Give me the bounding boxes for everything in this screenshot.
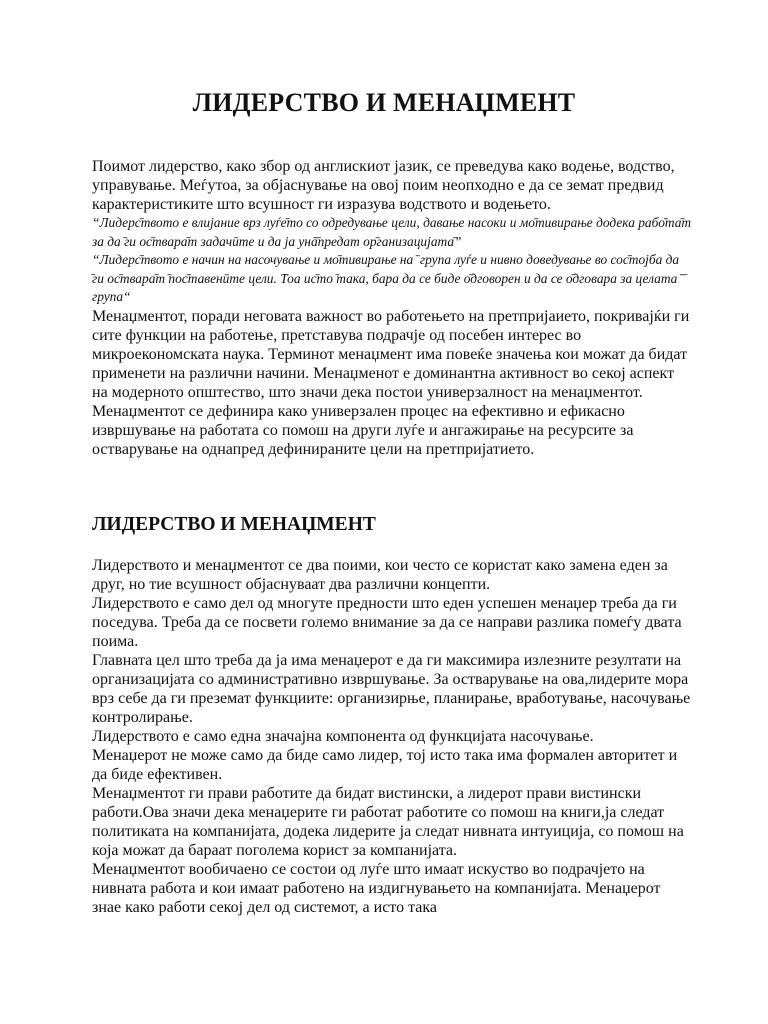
section-paragraph: Менаџерот не може само да биде само лидер, тој исто така има формален авторитет и да биде ефективен. [92,747,678,783]
section-body [92,556,692,917]
management-paragraph: Менаџментот, поради неговата важност во работењето на претпријаието, покривајќи ги сите функции на работење, претставува подрачје од посебен интерес во микроекономската наука. Терминот менаџмент има повеќе значења кои можат да бидат применети на различни начини. Менаџменот е доминантна активност во секој аспект на модерното општество, што значи дека постои универзалност на менаџментот. Менаџментот се дефинира како универзален процес на ефективно и ефикасно извршување на работата со помош на други луѓе и ангажирање на ресурсите за остварување на однапред дефинираните цели на претпријатието. [92,307,690,458]
intro-paragraph: Поимот лидерство, како збор од англискиот јазик, се преведува како водење, водство, управување. Меѓутоа, за објаснување на овој поим неопходно е да се земат предвид карактеристиките што всушност ги изразува водството и водењето. [92,158,675,213]
section-heading: ЛИДЕРСТВО И МЕНАЏМЕНТ [92,514,376,535]
section-paragraph: Главната цел што треба да ја има менаџерот е да ги максимира излезните резултати на организацијата со административно извршување. За остварување на ова,лидерите мора врз себе да ги преземат функциите: организирње, планирање, вработување, насочување контролирање. [92,652,691,726]
leadership-quote-2: “Лидерс̄твото е начин на насочување и мо̄тивирање на ̄ група луѓе и нивно доведување во сос̄тојба да ̄ги ос̄твара̄т ̄пос̄тавенӣте цели. Тоа ис̄то ̄така, бара да се биде о̄дговорен и да се о̄дговара за целата ̄ ̄ група“ [92,252,685,304]
section-paragraph: Лидерството и менаџментот се два поими, кои често се користат како замена еден за друг, но тие всушност објаснуваат два различни концепти. [92,557,668,593]
section-paragraph: Менаџментот ги прави работите да бидат вистински, а лидерот прави вистински работи.Ова значи дека менаџерите ги работат работите со помош на книги,ја следат политиката на компанијата, додека лидерите ја следат нивната интуиција, со помош на која можат да бараат поголема корист за компанијата. [92,785,684,859]
intro-section [92,157,692,459]
section-paragraph: Менаџментот вообичаено се состои од луѓе што имаат искуство во подрачјето на нивната работа и кои имаат работено на издигнувањето на компанијата. Менаџерот знае како работи секој дел од системот, а исто така [92,861,661,916]
section-paragraph: Лидерството е само една значајна компонента од функцијата насочување. [92,728,594,745]
document-title: ЛИДЕРСТВО И МЕНАЏМЕНТ [192,88,576,117]
leadership-quote-1: “Лидерс̄твото е влијание врз луѓе̄то со одредување цели, давање насоки и мо̄тивирање додека рабо̄та̄т за да ̄ги ос̄твара̄т задачӣте и да ја унā̄предат ор̄ганизацијата̄” [92,215,692,249]
section-paragraph: Лидерството е само дел од многуте предности што еден успешен менаџер треба да ги поседува. Треба да се посвети големо внимание за да се направи разлика помеѓу двата поима. [92,595,682,650]
